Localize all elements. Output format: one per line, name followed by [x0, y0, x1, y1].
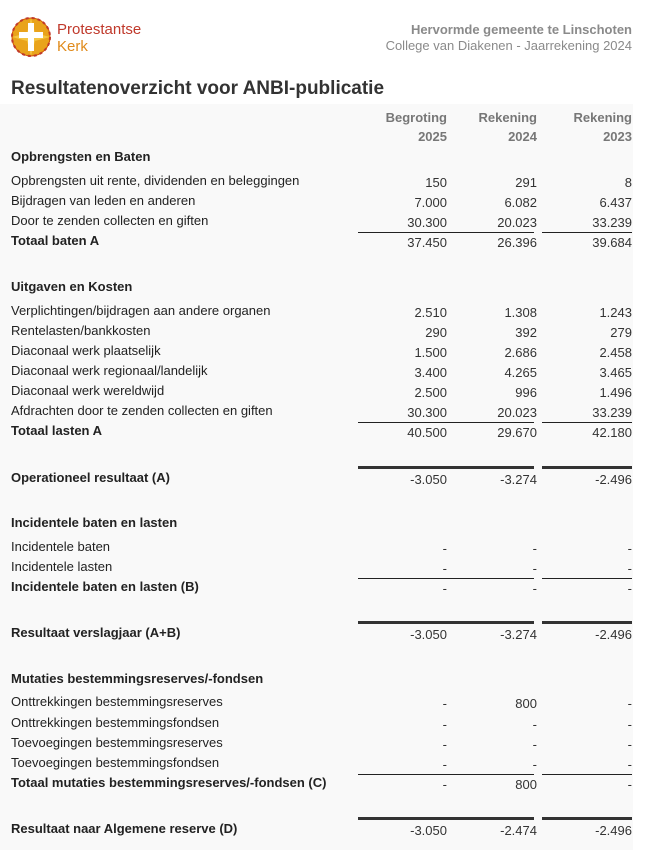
cell-value: - [627, 717, 632, 732]
row-label: Totaal mutaties bestemmingsreserves/-fondsen (C) [11, 775, 327, 790]
row-label: Bijdragen van leden en anderen [11, 193, 196, 208]
cell-value: -3.050 [410, 823, 447, 838]
cell-value: 2.686 [504, 345, 537, 360]
row-label: Door te zenden collecten en giften [11, 213, 209, 228]
subtotal-divider [542, 774, 632, 775]
total-row [0, 773, 646, 792]
result-divider [358, 621, 448, 624]
row-label: Opbrengsten en Baten [11, 149, 151, 164]
total-row [0, 421, 646, 440]
cell-value: 20.023 [497, 405, 537, 420]
total-row [0, 577, 646, 596]
column-header-line1: Rekening [478, 110, 537, 125]
subtotal-divider [358, 774, 448, 775]
row-label: Onttrekkingen bestemmingsreserves [11, 694, 223, 709]
column-header-line2: 2025 [418, 129, 447, 144]
cell-value: - [442, 777, 447, 792]
result-row [0, 819, 646, 838]
cell-value: - [442, 737, 447, 752]
cell-value: 800 [515, 777, 537, 792]
section-heading [0, 669, 646, 688]
cell-value: 8 [624, 175, 632, 190]
cell-value: - [532, 561, 537, 576]
subtotal-divider [542, 232, 632, 233]
table-row [0, 341, 646, 360]
table-row [0, 733, 646, 752]
table-row [0, 401, 646, 420]
column-header-begroting-2025 [357, 108, 447, 146]
cell-value: 6.082 [504, 195, 537, 210]
cell-value: - [627, 541, 632, 556]
cell-value: 291 [515, 175, 537, 190]
cell-value: - [532, 717, 537, 732]
row-label: Toevoegingen bestemmingsfondsen [11, 755, 220, 770]
cell-value: 42.180 [592, 425, 632, 440]
row-label: Toevoegingen bestemmingsreserves [11, 735, 223, 750]
cell-value: 1.496 [599, 385, 632, 400]
column-header-rekening-2023 [542, 108, 632, 146]
cell-value: 2.500 [414, 385, 447, 400]
cell-value: -3.050 [410, 627, 447, 642]
section-heading [0, 513, 646, 532]
cell-value: 2.458 [599, 345, 632, 360]
cell-value: -3.274 [500, 472, 537, 487]
subtotal-divider [358, 422, 448, 423]
cell-value: 7.000 [414, 195, 447, 210]
page-header [0, 0, 646, 70]
cell-value: - [627, 737, 632, 752]
row-label: Opbrengsten uit rente, dividenden en beleggingen [11, 173, 300, 188]
result-divider [542, 817, 632, 820]
cell-value: 150 [425, 175, 447, 190]
result-divider [542, 466, 632, 469]
cell-value: - [442, 541, 447, 556]
cell-value: - [532, 757, 537, 772]
document-subtitle: College van Diakenen - Jaarrekening 2024 [385, 38, 632, 53]
cell-value: -2.496 [595, 472, 632, 487]
table-row [0, 321, 646, 340]
cell-value: 3.465 [599, 365, 632, 380]
cell-value: -3.274 [500, 627, 537, 642]
cell-value: 30.300 [407, 405, 447, 420]
brand-name-line1: Protestantse [57, 21, 142, 38]
row-label: Uitgaven en Kosten [11, 279, 133, 294]
column-header-rekening-2024 [447, 108, 537, 146]
row-label: Totaal baten A [11, 233, 100, 248]
cell-value: - [532, 737, 537, 752]
row-label: Verplichtingen/bijdragen aan andere organen [11, 303, 271, 318]
cell-value: 1.500 [414, 345, 447, 360]
row-label: Incidentele baten en lasten (B) [11, 579, 199, 594]
table-row [0, 713, 646, 732]
result-divider [358, 817, 448, 820]
section-heading [0, 277, 646, 296]
cell-value: 392 [515, 325, 537, 340]
row-label: Resultaat verslagjaar (A+B) [11, 625, 181, 640]
subtotal-divider [448, 578, 534, 579]
cell-value: -2.474 [500, 823, 537, 838]
cell-value: 290 [425, 325, 447, 340]
cell-value: 33.239 [592, 215, 632, 230]
subtotal-divider [448, 774, 534, 775]
table-row [0, 537, 646, 556]
cell-value: -2.496 [595, 823, 632, 838]
row-label: Incidentele lasten [11, 559, 113, 574]
cell-value: 6.437 [599, 195, 632, 210]
table-row [0, 191, 646, 210]
cell-value: 26.396 [497, 235, 537, 250]
result-row [0, 623, 646, 642]
cell-value: - [442, 581, 447, 596]
row-label: Diaconaal werk regionaal/landelijk [11, 363, 208, 378]
total-row [0, 231, 646, 250]
result-divider [448, 621, 534, 624]
cell-value: 3.400 [414, 365, 447, 380]
cell-value: 40.500 [407, 425, 447, 440]
result-divider [542, 621, 632, 624]
cell-value: 29.670 [497, 425, 537, 440]
cell-value: - [627, 561, 632, 576]
table-row [0, 361, 646, 380]
result-row [0, 468, 646, 487]
cell-value: 1.308 [504, 305, 537, 320]
cell-value: - [442, 757, 447, 772]
cell-value: - [532, 581, 537, 596]
cell-value: - [442, 717, 447, 732]
table-row [0, 171, 646, 190]
table-row [0, 301, 646, 320]
cell-value: - [627, 757, 632, 772]
cell-value: 20.023 [497, 215, 537, 230]
cell-value: - [442, 561, 447, 576]
row-label: Diaconaal werk wereldwijd [11, 383, 165, 398]
subtotal-divider [448, 232, 534, 233]
row-label: Operationeel resultaat (A) [11, 470, 170, 485]
row-label: Resultaat naar Algemene reserve (D) [11, 821, 238, 836]
row-label: Diaconaal werk plaatselijk [11, 343, 161, 358]
column-header-line2: 2023 [603, 129, 632, 144]
cell-value: - [627, 581, 632, 596]
subtotal-divider [542, 578, 632, 579]
subtotal-divider [542, 422, 632, 423]
row-label: Incidentele baten en lasten [11, 515, 178, 530]
table-row [0, 753, 646, 772]
cell-value: -2.496 [595, 627, 632, 642]
cell-value: 2.510 [414, 305, 447, 320]
section-heading [0, 147, 646, 166]
result-divider [358, 466, 448, 469]
cell-value: -3.050 [410, 472, 447, 487]
organization-name: Hervormde gemeente te Linschoten [410, 22, 632, 37]
cell-value: 279 [610, 325, 632, 340]
cell-value: 996 [515, 385, 537, 400]
cell-value: - [627, 696, 632, 711]
subtotal-divider [358, 578, 448, 579]
table-row [0, 692, 646, 711]
cell-value: 1.243 [599, 305, 632, 320]
row-label: Totaal lasten A [11, 423, 103, 438]
table-row [0, 211, 646, 230]
subtotal-divider [358, 232, 448, 233]
cell-value: 39.684 [592, 235, 632, 250]
table-row [0, 381, 646, 400]
protestantse-kerk-logo-icon [11, 17, 51, 57]
row-label: Afdrachten door te zenden collecten en giften [11, 403, 273, 418]
page-title: Resultatenoverzicht voor ANBI-publicatie [11, 78, 385, 99]
cell-value: 4.265 [504, 365, 537, 380]
row-label: Incidentele baten [11, 539, 111, 554]
row-label: Onttrekkingen bestemmingsfondsen [11, 715, 220, 730]
cell-value: - [442, 696, 447, 711]
column-header-line2: 2024 [508, 129, 537, 144]
cell-value: 800 [515, 696, 537, 711]
result-divider [448, 466, 534, 469]
cell-value: 30.300 [407, 215, 447, 230]
subtotal-divider [448, 422, 534, 423]
table-row [0, 557, 646, 576]
cell-value: 37.450 [407, 235, 447, 250]
brand-name-line2: Kerk [57, 38, 88, 55]
row-label: Mutaties bestemmingsreserves/-fondsen [11, 671, 264, 686]
cell-value: - [627, 777, 632, 792]
cell-value: 33.239 [592, 405, 632, 420]
cell-value: - [532, 541, 537, 556]
column-header-line1: Rekening [573, 110, 632, 125]
column-header-line1: Begroting [385, 110, 447, 125]
row-label: Rentelasten/bankkosten [11, 323, 151, 338]
result-divider [448, 817, 534, 820]
